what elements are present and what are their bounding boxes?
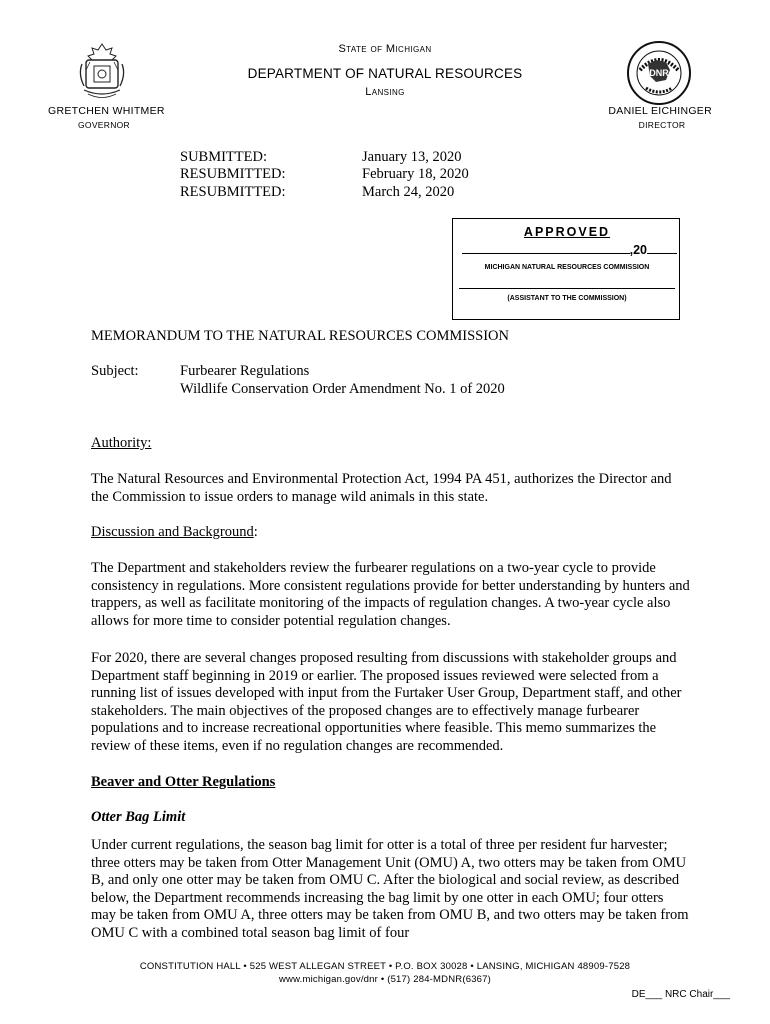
beaver-otter-heading: Beaver and Otter Regulations [91, 774, 276, 790]
submission-date: March 24, 2020 [362, 184, 455, 200]
footer-contact: www.michigan.gov/dnr • (517) 284-MDNR(6367) [278, 974, 492, 985]
discussion-heading [91, 524, 258, 541]
subject-line-1: Furbearer Regulations [180, 363, 310, 379]
director-title: DIRECTOR [638, 120, 686, 130]
discussion-para-2: For 2020, there are several changes proposed resulting from discussions with stakeholder groups and Department staff beginning in 2019 or earlier. The proposed issues reviewed were selected from a running list of issues developed with input from the Furtaker User Group, Department staff, and other stakeholders. The main objectives of the proposed changes are to effectively manage furbearer populations and to increase recreational opportunities where feasible. This memo summarizes the review of these items, even if no regulation changes are recommended. [91, 650, 682, 754]
discussion-heading-colon: : [253, 524, 258, 540]
authority-heading: Authority: [91, 435, 152, 451]
assistant-label: (ASSISTANT TO THE COMMISSION) [507, 295, 627, 302]
submission-label: RESUBMITTED: [180, 184, 286, 200]
dnr-seal-logo [626, 40, 692, 106]
approval-box [452, 218, 680, 320]
otter-bag-limit-text: Under current regulations, the season bag limit for otter is a total of three per resident fur harvester; three otters may be taken from Otter Management Unit (OMU) A, two otters may be taken from OMU B, and only one otter may be taken from OMU C. After the biological and social review, as described below, the Department recommends increasing the bag limit by one otter in each OMU; four otters may be taken from OMU A, three otters may be taken from OMU B, and two otters may be taken from OMU C with a combined total season bag limit of four [91, 837, 689, 941]
submission-row [180, 149, 267, 167]
director-name: DANIEL EICHINGER [608, 105, 712, 117]
subject-line-2: Wildlife Conservation Order Amendment No. 1 of 2020 [180, 381, 505, 397]
seal-dnr-text: DNR [649, 68, 669, 78]
approval-date-blank [462, 241, 630, 254]
discussion-para-1: The Department and stakeholders review the furbearer regulations on a two-year cycle to provide consistency in regulations. More consistent regulations provide for better understanding by hunters and trappers, as well as facilitate monitoring of the impacts of regulation changes. A two-year cycle also allows for more time to consider potential regulation changes. [91, 560, 690, 629]
governor-title: GOVERNOR [78, 120, 130, 130]
initials-line: DE___ NRC Chair___ [631, 989, 730, 1000]
submission-label: SUBMITTED: [180, 149, 267, 165]
discussion-heading-text: Discussion and Background [91, 524, 254, 540]
approval-year: ,20 [629, 243, 647, 257]
approval-year-blank [647, 241, 677, 254]
footer-address: CONSTITUTION HALL • 525 WEST ALLEGAN STREET • P.O. BOX 30028 • LANSING, MICHIGAN 48909-7528 [139, 961, 631, 972]
state-name: State of Michigan [338, 43, 432, 55]
commission-label: MICHIGAN NATURAL RESOURCES COMMISSION [484, 264, 650, 271]
submission-row [180, 184, 286, 202]
submission-label: RESUBMITTED: [180, 166, 286, 182]
governor-name: GRETCHEN WHITMER [48, 105, 165, 117]
submission-date: January 13, 2020 [362, 149, 462, 165]
subject-label: Subject: [91, 363, 139, 379]
submission-row [180, 166, 286, 184]
city-name: Lansing [365, 86, 405, 98]
submission-date: February 18, 2020 [362, 166, 469, 182]
approved-title: APPROVED [523, 225, 611, 239]
otter-bag-limit-heading: Otter Bag Limit [91, 809, 186, 825]
approval-date-line [459, 241, 677, 257]
authority-text: The Natural Resources and Environmental Protection Act, 1994 PA 451, authorizes the Director and the Commission to issue orders to manage wild animals in this state. [91, 471, 672, 505]
department-name: DEPARTMENT OF NATURAL RESOURCES [247, 66, 523, 81]
memo-title: MEMORANDUM TO THE NATURAL RESOURCES COMMISSION [91, 328, 510, 344]
signature-line [459, 288, 675, 289]
